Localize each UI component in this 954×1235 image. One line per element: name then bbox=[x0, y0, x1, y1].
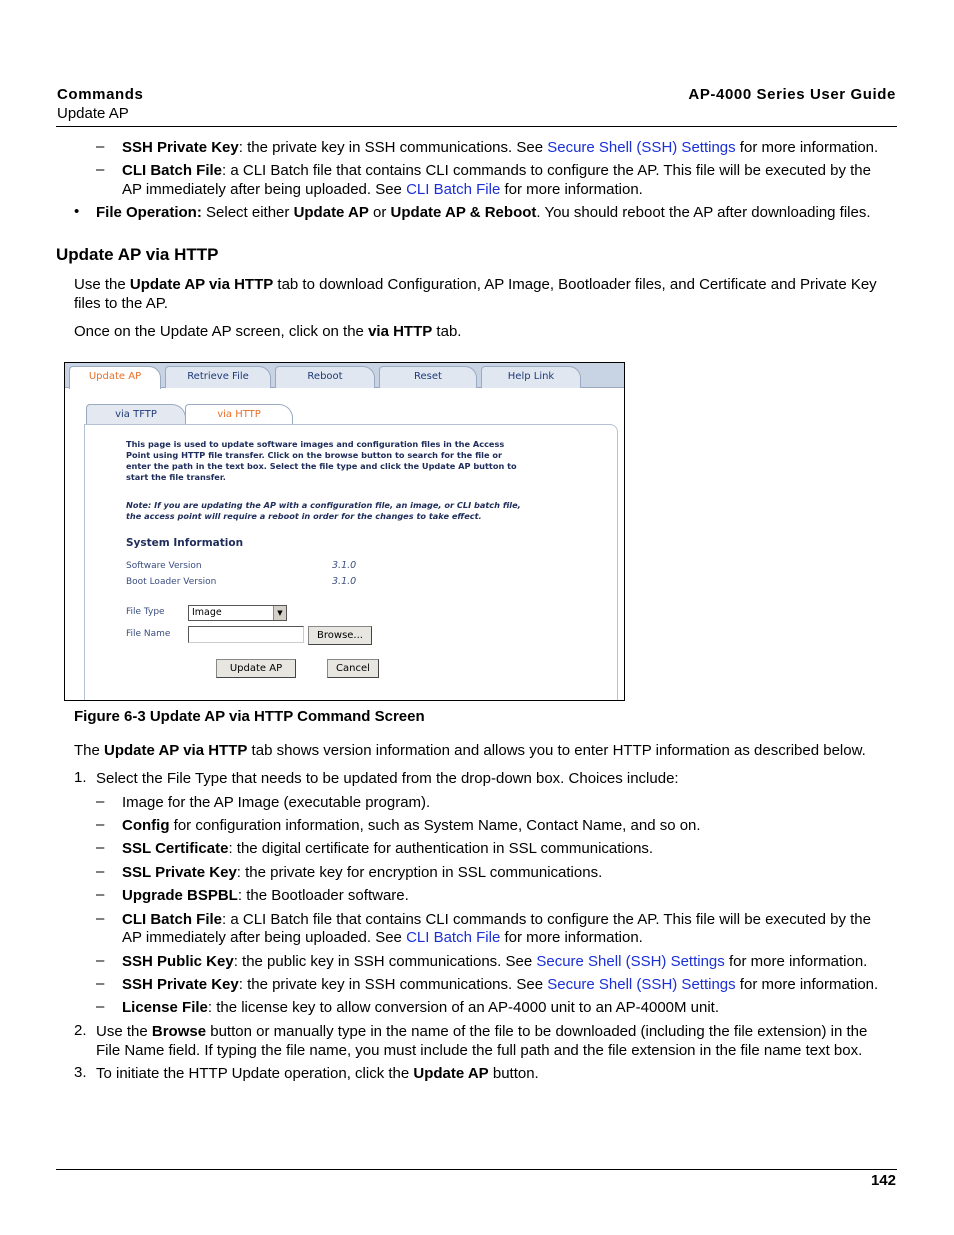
text: for more information. bbox=[500, 181, 643, 198]
header-rule bbox=[56, 126, 897, 127]
choice-ssh-public-key bbox=[122, 952, 867, 971]
text: button. bbox=[488, 1065, 539, 1082]
term: CLI Batch File bbox=[122, 162, 223, 179]
software-version-label: Software Version bbox=[126, 561, 202, 571]
term: License File bbox=[122, 999, 208, 1016]
update-ap-button[interactable]: Update AP bbox=[216, 659, 296, 678]
text: AP immediately after being uploaded. See bbox=[122, 181, 407, 198]
text: button or manually type in the name of the file to be downloaded (including the file extension) in the bbox=[206, 1023, 868, 1040]
dash-marker: – bbox=[96, 863, 105, 880]
choice-cli-batch-file bbox=[122, 910, 871, 929]
tab-update-ap[interactable]: Update AP bbox=[69, 366, 161, 389]
choice-ssh-private-key bbox=[122, 975, 878, 994]
term: Upgrade BSPBL bbox=[122, 887, 238, 904]
dash-marker: – bbox=[96, 910, 105, 927]
chapter-title: Commands bbox=[57, 86, 144, 103]
term: Update AP bbox=[413, 1065, 489, 1082]
step-number: 3. bbox=[74, 1064, 87, 1081]
text: : the private key for encryption in SSL communications. bbox=[236, 864, 603, 881]
guide-title: AP-4000 Series User Guide bbox=[688, 86, 896, 103]
text: : the digital certificate for authentication in SSL communications. bbox=[228, 840, 654, 857]
file-name-input[interactable] bbox=[188, 626, 304, 643]
dash-marker: – bbox=[96, 816, 105, 833]
software-version-value: 3.1.0 bbox=[332, 560, 357, 571]
step-1-text: Select the File Type that needs to be updated from the drop-down box. Choices include: bbox=[96, 770, 679, 787]
list-item-cli-batch-cont bbox=[122, 180, 643, 199]
note-line: Note: If you are updating the AP with a configuration file, an image, or CLI batch file, bbox=[126, 500, 521, 510]
section-heading: Update AP via HTTP bbox=[56, 245, 219, 264]
text: for more information. bbox=[500, 929, 643, 946]
term: SSH Private Key bbox=[122, 976, 239, 993]
file-type-selected: Image bbox=[192, 607, 222, 618]
text: Use the bbox=[96, 1023, 152, 1040]
dash-marker: – bbox=[96, 975, 105, 992]
dash-marker: – bbox=[96, 793, 105, 810]
text: tab to download Configuration, AP Image, Bootloader files, and Certificate and Private Key bbox=[273, 276, 877, 293]
text: for configuration information, such as System Name, Contact Name, and so on. bbox=[169, 817, 701, 834]
text: or bbox=[368, 204, 391, 221]
text: Once on the Update AP screen, click on the bbox=[74, 323, 369, 340]
cancel-button[interactable]: Cancel bbox=[327, 659, 379, 678]
file-name-label: File Name bbox=[126, 629, 171, 639]
browse-button[interactable]: Browse... bbox=[308, 626, 372, 645]
term: SSH Private Key bbox=[122, 139, 239, 156]
link-ssh-settings[interactable]: Secure Shell (SSH) Settings bbox=[547, 139, 736, 156]
dash-marker: – bbox=[96, 886, 105, 903]
choice-ssl-private-key bbox=[122, 863, 602, 882]
term: SSL Private Key bbox=[122, 864, 237, 881]
choice-image: Image for the AP Image (executable program). bbox=[122, 794, 431, 811]
file-type-select[interactable] bbox=[188, 605, 287, 621]
text: for more information. bbox=[735, 976, 879, 993]
intro-paragraph bbox=[74, 275, 877, 294]
term: Update AP & Reboot bbox=[390, 204, 537, 221]
list-item-file-operation bbox=[96, 203, 871, 222]
text: : the private key in SSH communications. See bbox=[238, 976, 548, 993]
text: for more information. bbox=[735, 139, 879, 156]
text: : the public key in SSH communications. See bbox=[233, 953, 537, 970]
description-line: Point using HTTP file transfer. Click on the browse button to search for the file or bbox=[126, 450, 503, 460]
text: : a CLI Batch file that contains CLI commands to configure the AP. This file will be executed by the bbox=[222, 162, 871, 179]
footer-rule bbox=[56, 1169, 897, 1170]
term: SSH Public Key bbox=[122, 953, 234, 970]
text: The bbox=[74, 742, 105, 759]
tab-retrieve-file[interactable]: Retrieve File bbox=[165, 366, 271, 388]
text: : the private key in SSH communications. See bbox=[238, 139, 548, 156]
system-information-heading: System Information bbox=[126, 537, 244, 549]
chevron-down-icon: ▼ bbox=[273, 606, 286, 620]
intro-paragraph-2 bbox=[74, 322, 461, 341]
dash-marker: – bbox=[96, 952, 105, 969]
dash-marker: – bbox=[96, 138, 105, 155]
step-3-text bbox=[96, 1064, 539, 1083]
choice-upgrade-bspbl bbox=[122, 886, 409, 905]
text: tab. bbox=[432, 323, 462, 340]
text: Use the bbox=[74, 276, 130, 293]
figure-screenshot bbox=[64, 362, 625, 701]
term: SSL Certificate bbox=[122, 840, 229, 857]
step-2-text-cont: File Name field. If typing the file name, you must include the full path and the file extension in the file name text box. bbox=[96, 1042, 863, 1059]
summary-paragraph bbox=[74, 741, 866, 760]
file-type-label: File Type bbox=[126, 607, 165, 617]
main-tab-bar bbox=[65, 363, 624, 388]
text: To initiate the HTTP Update operation, click the bbox=[96, 1065, 414, 1082]
choice-ssl-certificate bbox=[122, 839, 653, 858]
term: Update AP via HTTP bbox=[104, 742, 248, 759]
step-number: 1. bbox=[74, 769, 87, 786]
link-cli-batch-file[interactable]: CLI Batch File bbox=[406, 929, 501, 946]
term: Browse bbox=[151, 1023, 207, 1040]
choice-license-file bbox=[122, 998, 719, 1017]
tab-via-tftp[interactable]: via TFTP bbox=[86, 404, 186, 425]
text: for more information. bbox=[724, 953, 868, 970]
step-2-text bbox=[96, 1022, 867, 1041]
text: tab shows version information and allows you to enter HTTP information as described below. bbox=[247, 742, 866, 759]
description-line: This page is used to update software images and configuration files in the Access bbox=[126, 439, 505, 449]
tab-via-http[interactable]: via HTTP bbox=[185, 404, 293, 426]
term: Update AP bbox=[293, 204, 369, 221]
term: via HTTP bbox=[368, 323, 433, 340]
intro-paragraph-cont: files to the AP. bbox=[74, 295, 168, 312]
choice-cli-batch-file-cont bbox=[122, 928, 643, 947]
term: Config bbox=[122, 817, 170, 834]
dash-marker: – bbox=[96, 998, 105, 1015]
term: File Operation: bbox=[96, 204, 202, 221]
page-number: 142 bbox=[870, 1172, 896, 1189]
text: : a CLI Batch file that contains CLI commands to configure the AP. This file will be executed by the bbox=[222, 911, 871, 928]
figure-caption: Figure 6-3 Update AP via HTTP Command Screen bbox=[74, 708, 425, 725]
description-line: enter the path in the text box. Select the file type and click the Update AP button to bbox=[126, 461, 517, 471]
dash-marker: – bbox=[96, 839, 105, 856]
text: . You should reboot the AP after downloading files. bbox=[536, 204, 871, 221]
list-item-cli-batch bbox=[122, 161, 871, 180]
text: Select either bbox=[201, 204, 294, 221]
running-header-left bbox=[57, 85, 143, 123]
dash-marker: – bbox=[96, 161, 105, 178]
link-ssh-settings[interactable]: Secure Shell (SSH) Settings bbox=[536, 953, 725, 970]
term: CLI Batch File bbox=[122, 911, 223, 928]
term: Update AP via HTTP bbox=[129, 276, 274, 293]
tab-reset[interactable]: Reset bbox=[379, 366, 477, 388]
tab-reboot[interactable]: Reboot bbox=[275, 366, 375, 388]
list-item-ssh-private-key bbox=[122, 138, 878, 157]
step-number: 2. bbox=[74, 1022, 87, 1039]
link-cli-batch-file[interactable]: CLI Batch File bbox=[406, 181, 501, 198]
note-line: the access point will require a reboot in order for the changes to take effect. bbox=[126, 511, 482, 521]
section-title-header: Update AP bbox=[57, 105, 129, 122]
bullet-marker: • bbox=[74, 203, 80, 220]
link-ssh-settings[interactable]: Secure Shell (SSH) Settings bbox=[547, 976, 736, 993]
tab-help-link[interactable]: Help Link bbox=[481, 366, 581, 388]
boot-loader-version-value: 3.1.0 bbox=[332, 576, 357, 587]
text: AP immediately after being uploaded. See bbox=[122, 929, 407, 946]
description-line: start the file transfer. bbox=[126, 472, 226, 482]
text: : the Bootloader software. bbox=[237, 887, 409, 904]
choice-config bbox=[122, 816, 701, 835]
boot-loader-version-label: Boot Loader Version bbox=[126, 577, 217, 587]
text: : the license key to allow conversion of an AP-4000 unit to an AP-4000M unit. bbox=[207, 999, 720, 1016]
